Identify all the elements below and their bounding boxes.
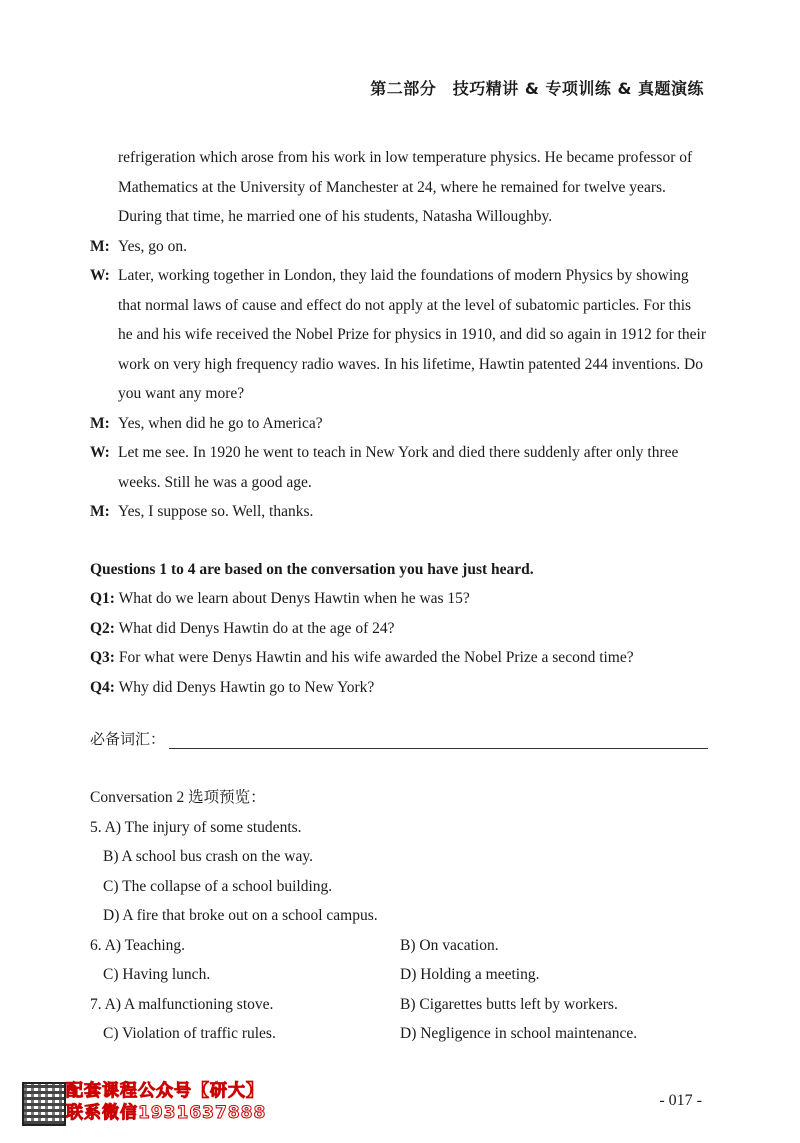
question-text: What do we learn about Denys Hawtin when he was 15? <box>118 590 470 607</box>
promo-watermark <box>66 1080 266 1124</box>
turn-text: Yes, go on. <box>118 237 188 255</box>
question-number: Q1: <box>90 590 115 607</box>
question-item <box>90 584 708 614</box>
turn-text: Yes, I suppose so. Well, thanks. <box>118 503 314 520</box>
option-row <box>90 960 708 990</box>
questions-heading: Questions 1 to 4 are based on the conversation you have just heard. <box>90 560 534 578</box>
question-number: Q4: <box>90 678 115 696</box>
option-line: D) Negligence in school maintenance. <box>400 1025 638 1042</box>
option-line: D) A fire that broke out on a school campus. <box>103 907 378 924</box>
speaker-label: W: <box>90 444 110 461</box>
speaker-label: W: <box>90 267 110 284</box>
question-item <box>90 643 708 673</box>
page-footer <box>0 1080 800 1130</box>
option-line: B) A school bus crash on the way. <box>103 848 313 865</box>
promo-line: 配套课程公众号【研大】 <box>66 1081 264 1101</box>
question-number: Q3: <box>90 649 115 666</box>
vocab-label: 必备词汇： <box>90 730 166 748</box>
option-line: D) Holding a meeting. <box>400 966 540 983</box>
question-text: Why did Denys Hawtin go to New York? <box>118 678 375 696</box>
question-item <box>90 673 708 703</box>
turn-text: Yes, when did he go to America? <box>118 414 323 432</box>
option-row <box>90 1019 708 1049</box>
vocab-blank <box>90 728 708 749</box>
transcript-continuation: refrigeration which arose from his work in low temperature physics. He became professor of Mathematics at the University of Manchester at 24, where he remained for twelve years. During that time, he married one of his students, Natasha Willoughby. <box>118 149 693 225</box>
question-text: What did Denys Hawtin do at the age of 24? <box>118 619 395 637</box>
transcript-turn <box>90 232 708 262</box>
page-number: - 017 - <box>659 1092 702 1109</box>
speaker-label: M: <box>90 237 110 255</box>
question-number: Q2: <box>90 619 115 637</box>
speaker-label: M: <box>90 414 110 432</box>
option-line: 5. A) The injury of some students. <box>90 818 302 836</box>
option-line: C) Violation of traffic rules. <box>103 1025 276 1042</box>
page-content <box>90 143 708 1049</box>
option-line: 7. A) A malfunctioning stove. <box>90 995 274 1013</box>
turn-text: Let me see. In 1920 he went to teach in New York and died there suddenly after only three weeks. Still he was a good age. <box>118 444 679 491</box>
transcript-turn <box>90 261 708 409</box>
option-line: B) Cigarettes butts left by workers. <box>400 995 618 1013</box>
option-row <box>90 931 708 961</box>
page-header: 第二部分 技巧精讲 & 专项训练 & 真题演练 <box>370 79 704 98</box>
preview-heading: Conversation 2 选项预览： <box>90 789 266 806</box>
transcript-turn <box>90 409 708 439</box>
transcript-turn <box>90 497 708 527</box>
option-line: C) Having lunch. <box>103 966 211 983</box>
transcript-turn <box>90 438 708 497</box>
option-row <box>90 990 708 1020</box>
option-line: 6. A) Teaching. <box>90 936 186 954</box>
promo-line: 联系微信1931637888 <box>66 1103 267 1123</box>
vocab-write-line[interactable] <box>169 730 708 749</box>
speaker-label: M: <box>90 503 110 520</box>
qr-code-icon <box>22 1082 66 1126</box>
page-number-value: 017 <box>668 1092 693 1109</box>
option-line: C) The collapse of a school building. <box>103 877 333 895</box>
question-item <box>90 614 708 644</box>
question-text: For what were Denys Hawtin and his wife awarded the Nobel Prize a second time? <box>118 649 634 666</box>
option-line: B) On vacation. <box>400 936 499 954</box>
turn-text: Later, working together in London, they laid the foundations of modern Physics by showing that normal laws of cause and effect do not apply at the level of subatomic particles. For this he and his wife received the Nobel Prize for physics in 1910, and did so again in 1912 for their work on very high frequency radio waves. In his lifetime, Hawtin patented 244 inventions. Do you want any more? <box>118 267 706 402</box>
